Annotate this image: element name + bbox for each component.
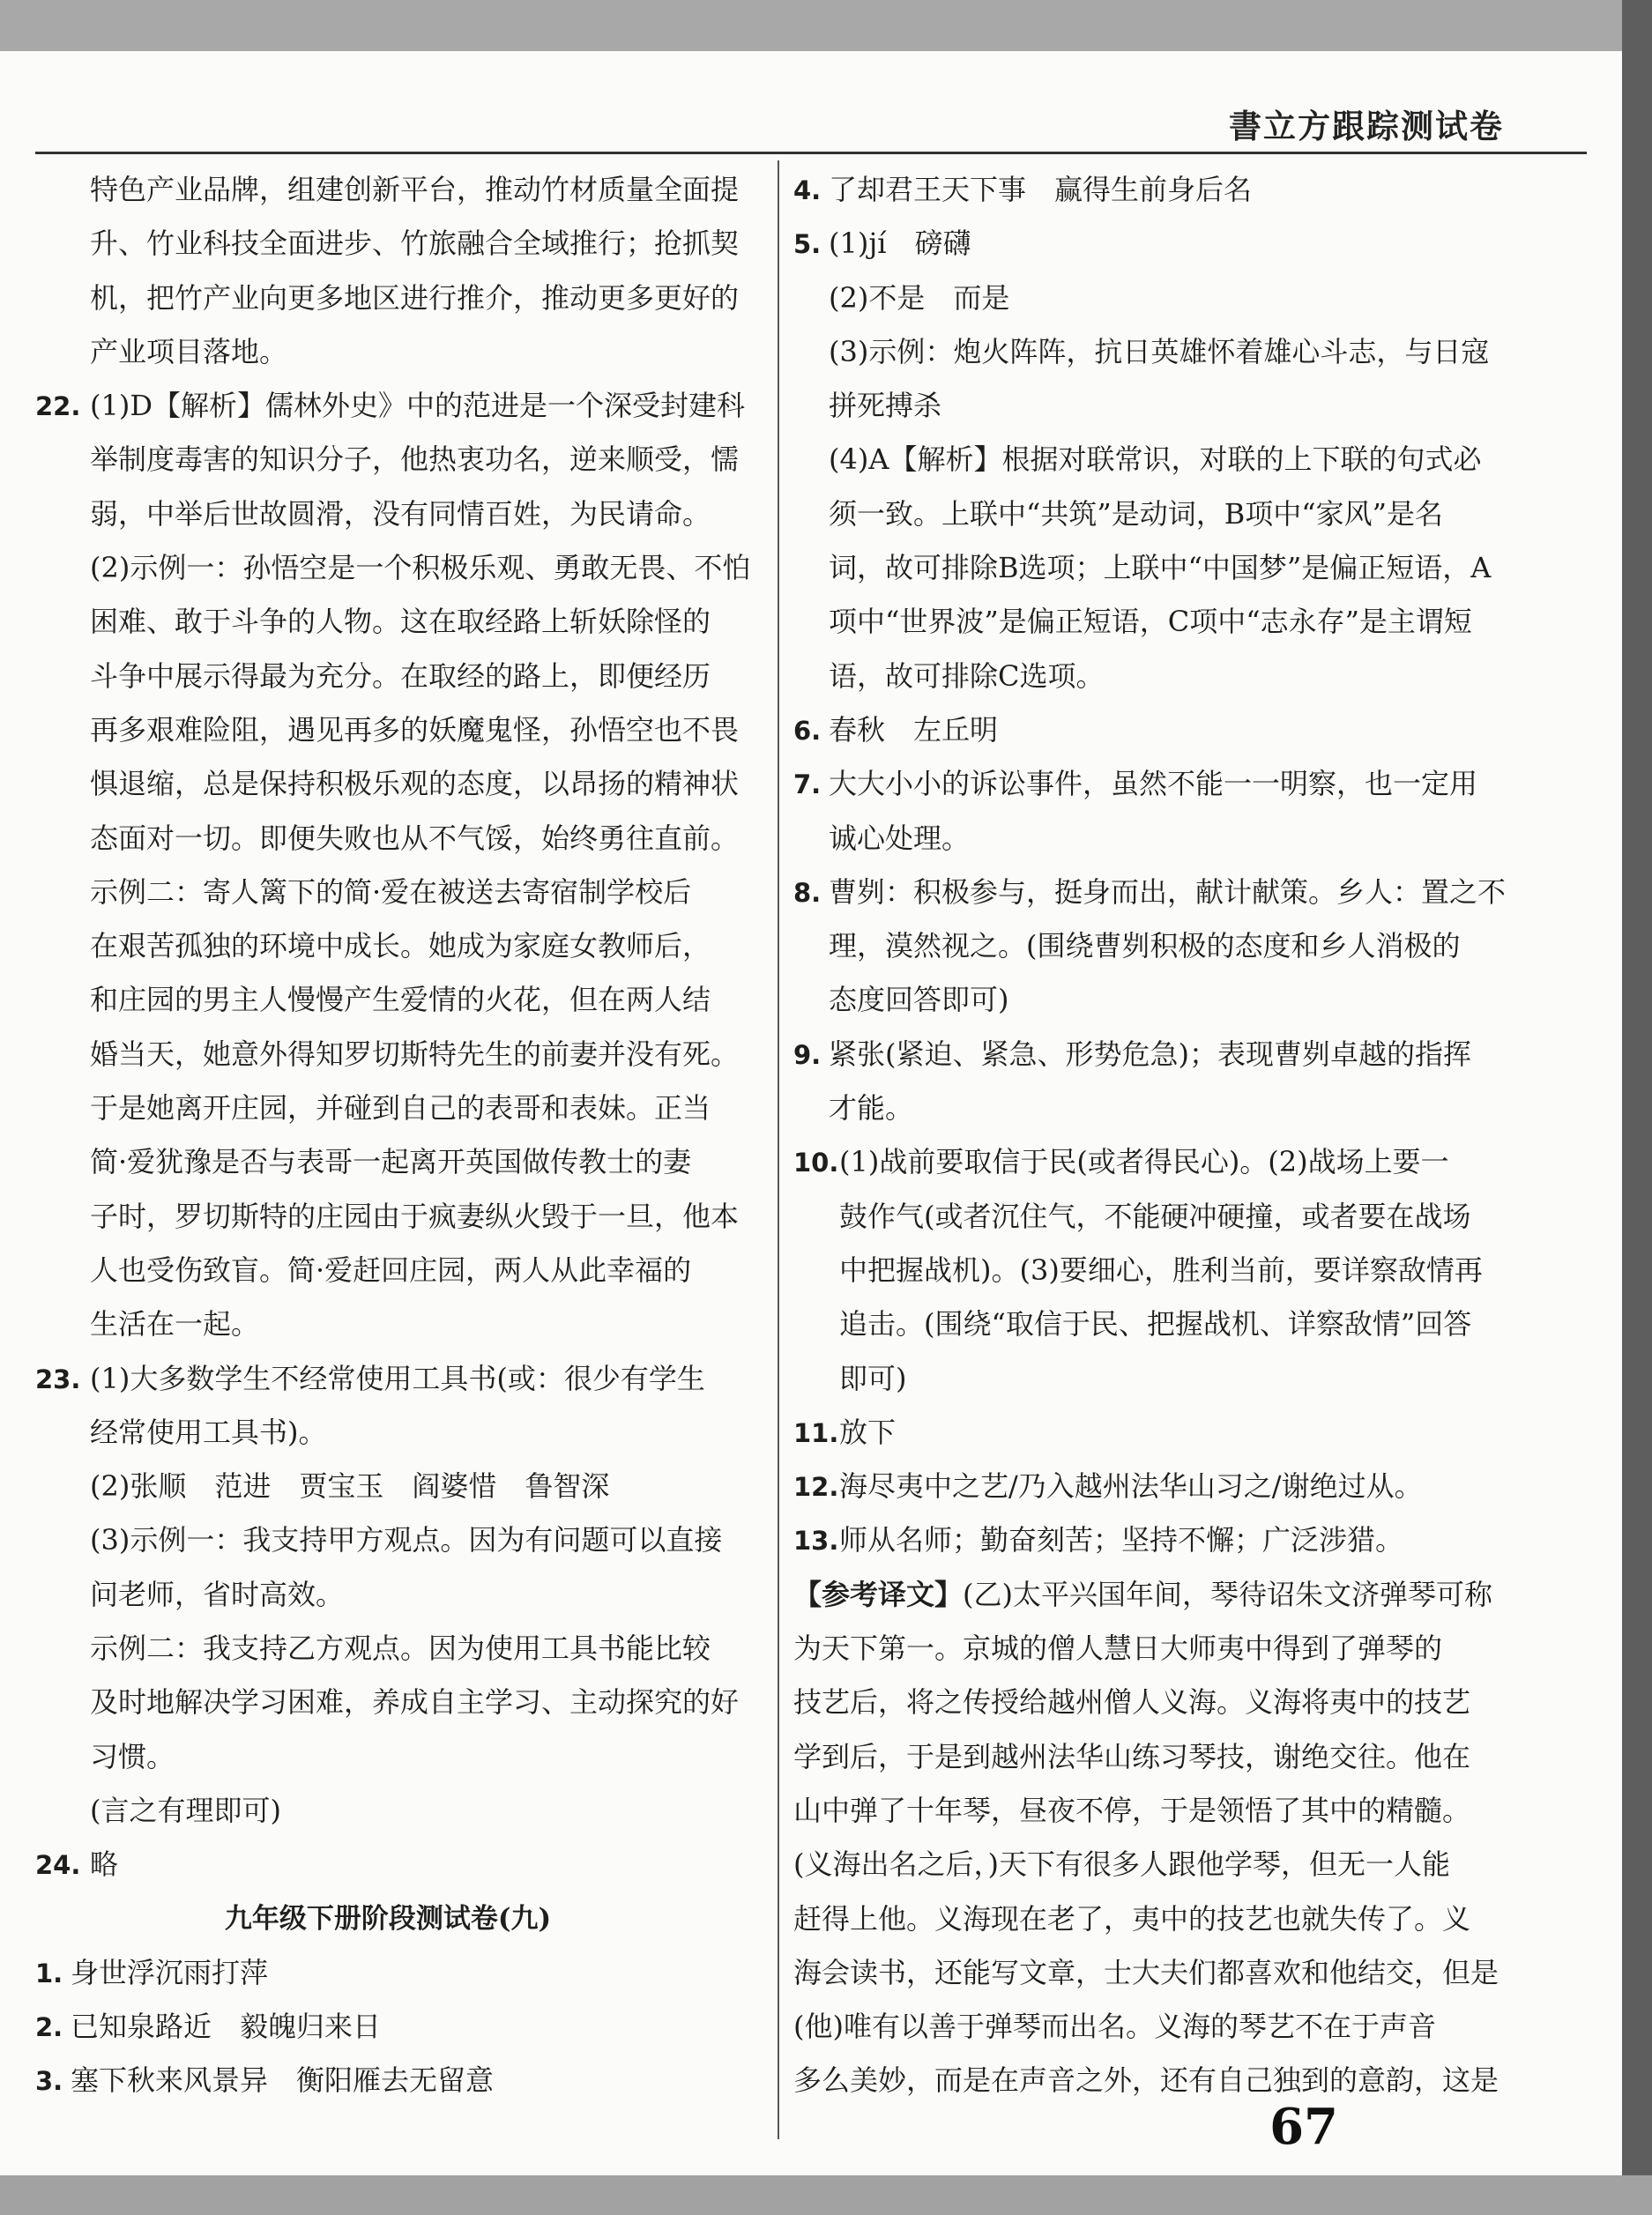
answer-line: 惧退缩，总是保持积极乐观的态度，以昂扬的精神状 [90, 767, 740, 801]
question-number: 3. [35, 2066, 63, 2097]
header-title: 書立方跟踪测试卷 [1229, 108, 1504, 145]
answer-line: 为天下第一。京城的僧人慧日大师夷中得到了弹琴的 [793, 1632, 1443, 1666]
answer-line: 海会读书，还能写文章，士大夫们都喜欢和他结交，但是 [793, 1955, 1499, 1989]
answer-line: 及时地解决学习困难，养成自主学习、主动探究的好 [90, 1685, 740, 1720]
question-22 [35, 379, 745, 433]
answer-line: (乙)太平兴国年间，琴待诏朱文济弹琴可称 [963, 1577, 1492, 1611]
answer-line: 生活在一起。 [90, 1307, 260, 1342]
answer-line: 技艺后，将之传授给越州僧人义海。义海将夷中的技艺 [793, 1685, 1471, 1720]
answer-line: 态度回答即可) [829, 983, 1009, 1017]
question-number: 4. [793, 175, 822, 205]
answer-line: 多么美妙，而是在声音之外，还有自己独到的意韵，这是 [793, 2063, 1499, 2098]
header-rule [35, 152, 1587, 154]
question-number: 11. [793, 1417, 839, 1448]
answer-line: (言之有理即可) [90, 1793, 281, 1827]
answer-line: 再多艰难险阻，遇见再多的妖魔鬼怪，孙悟空也不畏 [90, 712, 740, 747]
answer-line: 于是她离开庄园，并碰到自己的表哥和表妹。正当 [90, 1091, 711, 1126]
answer-line: (1)jí 磅礴 [829, 227, 971, 261]
answer-line: 和庄园的男主人慢慢产生爱情的火花，但在两人结 [90, 983, 711, 1017]
answer-line: 中把握战机)。(3)要细心，胜利当前，要详察敌情再 [839, 1252, 1483, 1287]
page-number: 67 [1269, 2098, 1338, 2156]
answer-line: 弱，中举后世故圆滑，没有同情百姓，为民请命。 [90, 496, 711, 531]
answer-line: (1)D【解析】儒林外史》中的范进是一个深受封建科 [90, 389, 745, 423]
answer-line: 追击。(围绕“取信于民、把握战机、详察敌情”回答 [839, 1307, 1472, 1342]
question-number: 1. [35, 1958, 63, 1988]
question-number: 2. [35, 2012, 63, 2043]
answer-line: 即可) [839, 1361, 907, 1395]
answer-line: 了却君王天下事 赢得生前身后名 [829, 173, 1253, 206]
answer-line: 困难、敢于斗争的人物。这在取经路上斩妖除怪的 [90, 605, 711, 639]
answer-line: (1)战前要取信于民(或者得民心)。(2)战场上要一 [839, 1145, 1449, 1179]
answer-line: 在艰苦孤独的环境中成长。她成为家庭女教师后， [90, 929, 711, 963]
answer-line: 春秋 左丘明 [829, 712, 999, 747]
answer-line: 已知泉路近 毅魄归来日 [71, 2010, 382, 2044]
scan-border-bottom [0, 2175, 1652, 2215]
question-5 [793, 217, 1499, 271]
answer-line: (4)A【解析】根据对联常识，对联的上下联的句式必 [829, 442, 1482, 477]
question-24 [35, 1838, 740, 1892]
answer-line: 大大小小的诉讼事件，虽然不能一一明察，也一定用 [829, 767, 1478, 801]
answer-line: (3)示例一：我支持甲方观点。因为有问题可以直接 [90, 1523, 723, 1557]
answer-line: 示例二：寄人篱下的简·爱在被送去寄宿制学校后 [90, 874, 692, 909]
question-number: 24. [35, 1850, 81, 1881]
answer-line: 学到后，于是到越州法华山练习琴技，谢绝交往。他在 [793, 1739, 1471, 1773]
question-13 [793, 1513, 1499, 1567]
question-number: 7. [793, 769, 822, 800]
question-number: 5. [793, 229, 822, 260]
answer-line: 问老师，省时高效。 [90, 1577, 345, 1611]
question-number: 23. [35, 1364, 81, 1394]
answer-line: 须一致。上联中“共筑”是动词，B项中“家风”是名 [829, 496, 1443, 531]
answer-line: 态面对一切。即便失败也从不气馁，始终勇往直前。 [90, 821, 740, 855]
answer-line: 略 [90, 1847, 119, 1882]
answer-line: 语，故可排除C选项。 [829, 658, 1105, 693]
answer-line: 拼死搏杀 [829, 389, 942, 423]
question-number: 9. [793, 1039, 822, 1070]
answer-line: 赶得上他。义海现在老了，夷中的技艺也就失传了。义 [793, 1901, 1471, 1936]
answer-line: (义海出名之后，)天下有很多人跟他学琴，但无一人能 [793, 1847, 1450, 1882]
scan-border-top [0, 0, 1652, 53]
answer-line: 斗争中展示得最为充分。在取经的路上，即便经历 [90, 658, 711, 693]
question-8 [793, 866, 1507, 919]
answer-line: 特色产业品牌，组建创新平台，推动竹材质量全面提 [90, 173, 740, 206]
answer-line: 简·爱犹豫是否与表哥一起离开英国做传教士的妻 [90, 1145, 692, 1179]
question-9 [793, 1028, 1499, 1081]
answer-line: (他)唯有以善于弹琴而出名。义海的琴艺不在于声音 [793, 2010, 1436, 2044]
answer-line: 人也受伤致盲。简·爱赶回庄园，两人从此幸福的 [90, 1252, 692, 1287]
answer-line: 经常使用工具书)。 [90, 1415, 327, 1449]
answer-line: 师从名师；勤奋刻苦；坚持不懈；广泛涉猎。 [839, 1523, 1404, 1557]
answer-line: 放下 [839, 1415, 897, 1449]
answer-line: 升、竹业科技全面进步、竹旅融合全域推行；抢抓契 [90, 227, 740, 261]
answer-line: 词，故可排除B选项；上联中“中国梦”是偏正短语，A [829, 551, 1492, 585]
answer-line: 才能。 [829, 1091, 914, 1126]
answer-line: (3)示例：炮火阵阵，抗日英雄怀着雄心斗志，与日寇 [829, 334, 1490, 368]
answer-line: 海尽夷中之艺/乃入越州法华山习之/谢绝过从。 [839, 1469, 1423, 1504]
column-divider [778, 160, 779, 2139]
question-12 [793, 1460, 1499, 1513]
question-7 [793, 757, 1499, 811]
question-number: 13. [793, 1526, 839, 1557]
question-number: 10. [793, 1148, 839, 1178]
question-number: 6. [793, 715, 822, 746]
answer-line: 诚心处理。 [829, 821, 971, 855]
question-number: 12. [793, 1472, 839, 1503]
question-23 [35, 1352, 740, 1406]
answer-page [0, 51, 1622, 2175]
answer-line: 鼓作气(或者沉住气，不能硬冲硬撞，或者要在战场 [839, 1199, 1471, 1233]
left-column [35, 163, 751, 2108]
answer-line: 身世浮沉雨打萍 [71, 1955, 269, 1989]
answer-line: 示例二：我支持乙方观点。因为使用工具书能比较 [90, 1632, 711, 1666]
answer-line: 举制度毒害的知识分子，他热衷功名，逆来顺受，懦 [90, 442, 740, 477]
answer-line: 项中“世界波”是偏正短语，C项中“志永存”是主谓短 [829, 605, 1472, 639]
question-6 [793, 703, 1499, 757]
answer-line: 紧张(紧迫、紧急、形势危急)；表现曹刿卓越的指挥 [829, 1037, 1471, 1071]
answer-line: (2)张顺 范进 贾宝玉 阎婆惜 鲁智深 [90, 1469, 610, 1504]
answer-line: 子时，罗切斯特的庄园由于疯妻纵火毁于一旦，他本 [90, 1199, 740, 1233]
question-number: 8. [793, 877, 822, 908]
scan-border-right [1622, 0, 1652, 2215]
question-11 [793, 1406, 1499, 1460]
question-3 [35, 2054, 740, 2107]
reference-translation [793, 1568, 1499, 1622]
answer-line: 理，漠然视之。(围绕曹刿积极的态度和乡人消极的 [829, 929, 1461, 963]
answer-line: 山中弹了十年琴，昼夜不停，于是领悟了其中的精髓。 [793, 1793, 1471, 1827]
question-number: 22. [35, 391, 81, 422]
answer-line: 产业项目落地。 [90, 334, 288, 368]
question-4 [793, 163, 1499, 217]
section-title: 九年级下册阶段测试卷(九) [224, 1902, 552, 1935]
question-2 [35, 2000, 740, 2054]
answer-line: (2)不是 而是 [829, 280, 1010, 315]
answer-line: 习惯。 [90, 1739, 175, 1773]
answer-line: (1)大多数学生不经常使用工具书(或：很少有学生 [90, 1361, 705, 1395]
answer-line: 曹刿：积极参与，挺身而出，献计献策。乡人：置之不 [829, 874, 1507, 909]
answer-line: 机，把竹产业向更多地区进行推介，推动更多更好的 [90, 280, 740, 315]
answer-line: (2)示例一：孙悟空是一个积极乐观、勇敢无畏、不怕 [90, 551, 751, 585]
answer-line: 婚当天，她意外得知罗切斯特先生的前妻并没有死。 [90, 1037, 740, 1071]
question-1 [35, 1946, 740, 2000]
translation-label: 【参考译文】 [793, 1577, 964, 1611]
question-10 [793, 1135, 1499, 1189]
answer-line: 塞下秋来风景异 衡阳雁去无留意 [71, 2063, 495, 2098]
right-column [793, 163, 1507, 2108]
